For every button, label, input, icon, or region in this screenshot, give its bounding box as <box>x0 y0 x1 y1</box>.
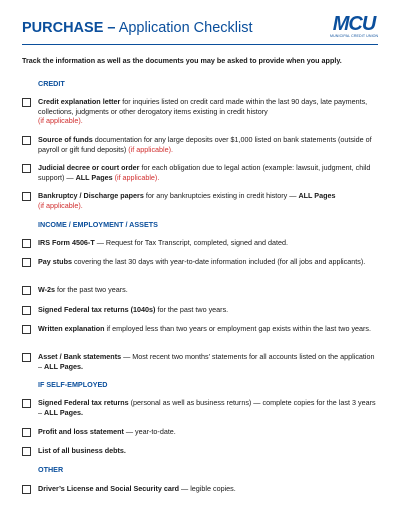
checkbox[interactable] <box>22 239 31 248</box>
section-income: INCOME / EMPLOYMENT / ASSETS <box>38 220 158 229</box>
item-desc: for each obligation due to legal action (example: lawsuit, judgment, child support) — <box>38 163 371 182</box>
item-bold: Bankruptcy / Discharge papers <box>38 191 144 200</box>
title-rest: Application Checklist <box>115 20 253 36</box>
section-self-employed: IF SELF-EMPLOYED <box>38 380 108 389</box>
checkbox[interactable] <box>22 447 31 456</box>
item-bold-suffix: ALL Pages <box>75 172 113 182</box>
checkbox[interactable] <box>22 164 31 173</box>
item-text <box>38 97 378 126</box>
item-text <box>38 257 378 267</box>
item-text <box>38 135 378 154</box>
item-text <box>38 398 378 417</box>
item-desc: for the past two years. <box>155 305 229 314</box>
item-bold: Judicial decree or court order <box>38 163 140 172</box>
checkbox[interactable] <box>22 485 31 494</box>
checkbox[interactable] <box>22 399 31 408</box>
checkbox[interactable] <box>22 428 31 437</box>
item-text <box>38 285 378 295</box>
item-bold: W-2s <box>38 285 56 294</box>
item-bold: Source of funds <box>38 135 93 144</box>
item-text <box>38 427 378 437</box>
item-bold: Signed Federal tax returns <box>38 398 129 407</box>
item-text <box>38 163 378 182</box>
logo-subtext: MUNICIPAL CREDIT UNION <box>330 34 379 38</box>
item-text <box>38 352 378 371</box>
item-bold-suffix: ALL Pages <box>298 191 336 200</box>
logo-mark: MCU <box>332 13 376 35</box>
item-desc: — Most recent two months’ statements for all accounts listed on the application – <box>38 352 375 371</box>
item-desc: — Request for Tax Transcript, completed, signed and dated. <box>94 238 288 247</box>
item-note: (if applicable). <box>38 200 83 210</box>
item-bold: Credit explanation letter <box>38 97 121 106</box>
item-bold: List of all business debts. <box>38 446 126 455</box>
checkbox[interactable] <box>22 325 31 334</box>
item-note: (if applicable). <box>114 172 160 182</box>
item-desc: documentation for any large deposits over $1,000 listed on bank statements (outside of payroll or gift fund deposits) <box>38 135 372 154</box>
item-bold: Written explanation <box>38 324 105 333</box>
item-text <box>38 305 378 315</box>
item-desc: if employed less than two years or employment gap exists within the last two years. <box>104 324 372 333</box>
section-other: OTHER <box>38 465 64 474</box>
item-bold: Pay stubs <box>38 257 72 266</box>
checkbox[interactable] <box>22 306 31 315</box>
checkbox[interactable] <box>22 98 31 107</box>
item-bold: Driver’s License and Social Security card <box>38 484 180 493</box>
item-note: (if applicable). <box>128 144 174 154</box>
title-bold: PURCHASE – <box>22 20 116 36</box>
item-bold: Asset / Bank statements <box>38 352 122 361</box>
item-text <box>38 484 378 494</box>
mcu-logo <box>330 14 378 39</box>
header-divider <box>22 44 378 45</box>
checkbox[interactable] <box>22 286 31 295</box>
checkbox[interactable] <box>22 258 31 267</box>
item-bold-suffix: ALL Pages. <box>44 407 84 417</box>
item-text <box>38 191 378 210</box>
item-desc: — year-to-date. <box>123 427 176 436</box>
checkbox[interactable] <box>22 353 31 362</box>
page-title <box>22 20 252 36</box>
item-note: (if applicable). <box>38 116 83 126</box>
item-text <box>38 324 378 334</box>
item-desc: — legible copies. <box>179 484 236 493</box>
item-bold-suffix: ALL Pages. <box>44 361 84 371</box>
section-credit: CREDIT <box>38 79 65 88</box>
intro-text: Track the information as well as the documents you may be asked to provide when you apply. <box>22 56 342 65</box>
checkbox[interactable] <box>22 192 31 201</box>
item-bold: IRS Form 4506-T <box>38 238 95 247</box>
item-text <box>38 446 378 456</box>
item-desc: for inquiries listed on credit card made within the last 90 days, late payments, collections, judgments or other derogatory items existing in credit history <box>38 97 368 116</box>
item-bold: Profit and loss statement <box>38 427 124 436</box>
checkbox[interactable] <box>22 136 31 145</box>
item-desc: (personal as well as business returns) — complete copies for the last 3 years – <box>38 398 376 417</box>
item-desc: for any bankruptcies existing in credit history — <box>143 191 299 200</box>
item-bold: Signed Federal tax returns (1040s) <box>38 305 156 314</box>
item-desc: for the past two years. <box>55 285 128 294</box>
item-desc: covering the last 30 days with year-to-date information included (for all jobs and applicants). <box>71 257 366 266</box>
item-text <box>38 238 378 248</box>
